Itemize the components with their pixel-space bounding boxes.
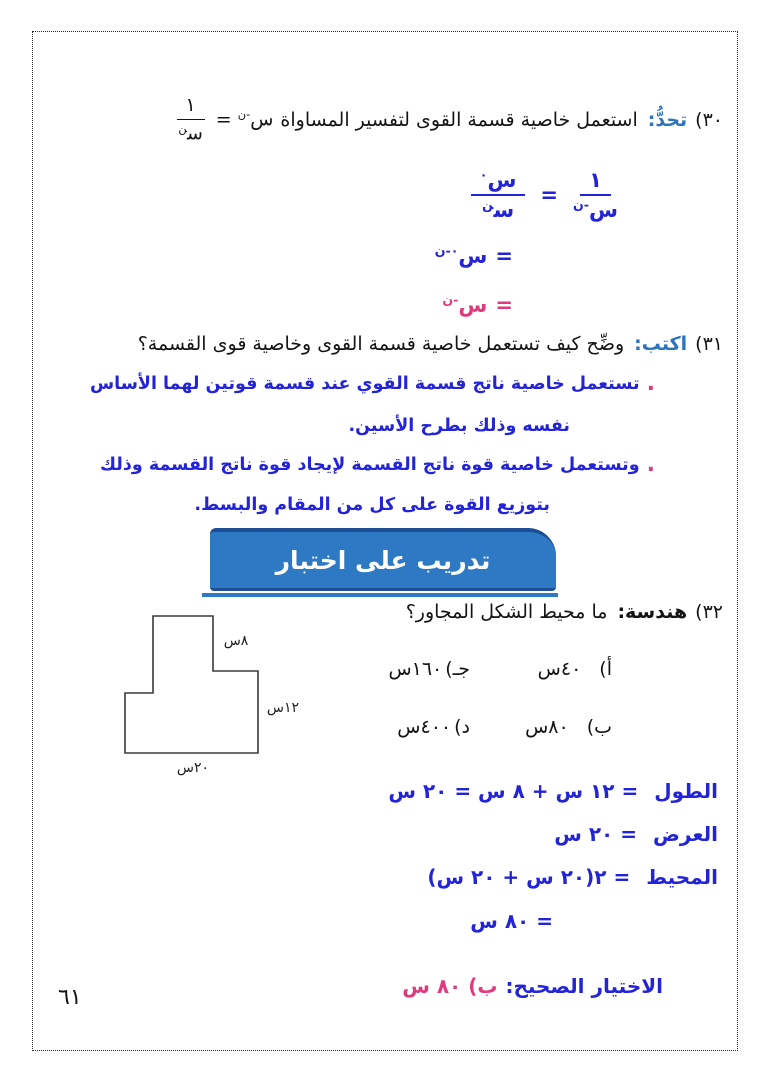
fraction-numerator: ١ bbox=[580, 168, 611, 196]
geometry-label: هندسة: bbox=[617, 601, 688, 623]
answer-text: تستعمل خاصية ناتج قسمة القوي عند قسمة قوتين لهما الأساس bbox=[89, 374, 640, 394]
num-exponent: ٠ bbox=[479, 167, 488, 182]
page-number: ٦١ bbox=[58, 985, 82, 1010]
power-term bbox=[442, 292, 487, 317]
choice-value: ٤٠س bbox=[537, 658, 582, 680]
fraction bbox=[177, 95, 205, 145]
choice-d bbox=[388, 716, 470, 738]
math-exponent: -ن bbox=[237, 107, 251, 122]
choice-key: ب) bbox=[586, 716, 612, 738]
solution-length-line bbox=[388, 779, 718, 803]
equals-sign: = bbox=[495, 243, 513, 268]
result-value: = ٨٠ س bbox=[470, 909, 553, 933]
solution-step-1 bbox=[466, 168, 623, 222]
figure-label-bottom: ٢٠س bbox=[176, 760, 210, 776]
problem-number: ٣٢) bbox=[695, 601, 723, 623]
choice-a bbox=[512, 658, 612, 680]
problem-31-question bbox=[138, 333, 723, 355]
challenge-label: تحدُّ: bbox=[647, 109, 688, 131]
choice-key: جـ) bbox=[445, 658, 470, 680]
inline-equation bbox=[172, 95, 274, 145]
fraction-numerator: ١ bbox=[177, 95, 205, 120]
solution-step-3 bbox=[442, 292, 513, 317]
banner-title: تدريب على اختبار bbox=[275, 545, 491, 575]
equals-sign: = bbox=[215, 108, 232, 131]
answer-bullet-1-line-1: . تستعمل خاصية ناتج قسمة القوي عند قسمة قوتين لهما الأساس bbox=[89, 371, 655, 396]
den-exponent: -ن bbox=[573, 197, 590, 213]
answer-bullet-1-line-2 bbox=[349, 416, 570, 436]
figure-label-top: ٨س bbox=[223, 633, 249, 649]
test-practice-banner bbox=[210, 528, 556, 591]
den-exponent: ن bbox=[482, 197, 494, 213]
problem-30-question bbox=[172, 95, 724, 145]
solution-width-line bbox=[554, 822, 718, 846]
fraction-denominator bbox=[573, 196, 618, 222]
answer-text: وتستعمل خاصية قوة ناتج القسمة لإيجاد قوة ناتج القسمة وذلك bbox=[100, 455, 640, 475]
den-base: س bbox=[589, 198, 618, 223]
problem-32-question bbox=[406, 601, 723, 623]
perimeter-figure bbox=[105, 606, 305, 784]
fraction-numerator bbox=[471, 168, 526, 196]
perimeter-label: المحيط bbox=[646, 865, 718, 889]
choice-value: ٨٠س bbox=[525, 716, 569, 738]
fraction bbox=[471, 168, 526, 222]
den-base: س bbox=[186, 122, 203, 145]
problem-number: ٣١) bbox=[695, 333, 723, 355]
math-base: س bbox=[250, 108, 274, 131]
math-base: س bbox=[458, 293, 488, 317]
solution-perimeter-line bbox=[427, 865, 718, 889]
width-label: العرض bbox=[653, 822, 718, 846]
write-label: اكتب: bbox=[634, 333, 688, 355]
choice-key: أ) bbox=[599, 658, 612, 680]
math-base: س bbox=[458, 244, 488, 268]
choice-value: ١٦٠س bbox=[388, 658, 443, 680]
problem-number: ٣٠) bbox=[695, 109, 723, 131]
fraction bbox=[573, 168, 618, 222]
math-exponent: ٠-ن bbox=[434, 243, 459, 258]
banner-underline bbox=[202, 593, 558, 597]
solution-result-line bbox=[470, 909, 553, 933]
den-base: س bbox=[493, 198, 515, 223]
correct-answer-value: ب) ٨٠ س bbox=[402, 974, 498, 998]
question-text: وضِّح كيف تستعمل خاصية قسمة القوى وخاصية قوى القسمة؟ bbox=[137, 333, 625, 355]
choice-key: د) bbox=[454, 716, 470, 738]
correct-answer-label: الاختيار الصحيح: bbox=[505, 974, 663, 998]
equals-sign: = bbox=[540, 183, 559, 208]
choices-grid bbox=[388, 658, 612, 738]
math-exponent: -ن bbox=[442, 292, 459, 307]
answer-text: نفسه وذلك بطرح الأسين. bbox=[348, 416, 570, 436]
question-text: استعمل خاصية قسمة القوى لتفسير المساواة bbox=[280, 109, 638, 131]
correct-answer-line bbox=[402, 974, 663, 998]
choice-value: ٤٠٠س bbox=[397, 716, 452, 738]
equals-sign: = bbox=[495, 292, 513, 317]
answer-text: بتوزيع القوة على كل من المقام والبسط. bbox=[194, 495, 550, 515]
width-equation: = ٢٠ س bbox=[554, 822, 637, 846]
power-term bbox=[435, 243, 488, 268]
answer-bullet-2-line-1: . وتستعمل خاصية قوة ناتج القسمة لإيجاد قوة ناتج القسمة وذلك bbox=[100, 452, 655, 477]
length-label: الطول bbox=[654, 779, 718, 803]
answer-bullet-2-line-2 bbox=[194, 495, 550, 515]
choice-b bbox=[512, 716, 612, 738]
solution-step-2 bbox=[435, 243, 513, 268]
den-exponent: ن bbox=[178, 120, 187, 135]
question-text: ما محيط الشكل المجاور؟ bbox=[405, 601, 608, 623]
fraction-denominator bbox=[178, 120, 203, 145]
fraction-denominator bbox=[482, 196, 514, 222]
length-equation: = ١٢ س + ٨ س = ٢٠ س bbox=[388, 779, 639, 803]
num-base: س bbox=[487, 168, 517, 192]
perimeter-equation: = ٢(٢٠ س + ٢٠ س) bbox=[427, 865, 631, 889]
figure-label-right: ١٢س bbox=[266, 700, 300, 716]
choice-c bbox=[388, 658, 470, 680]
